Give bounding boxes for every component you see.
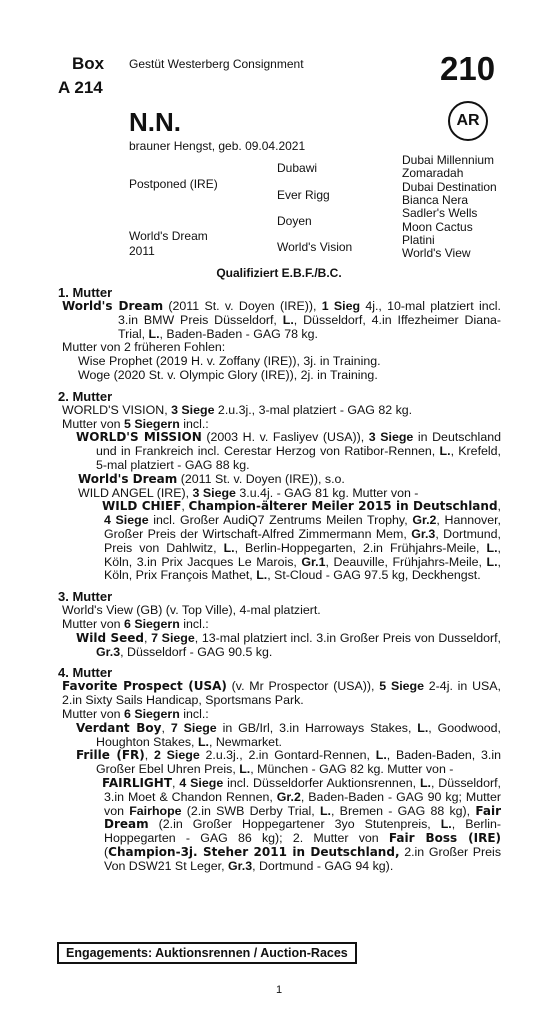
section-title-third-dam: 3. Mutter	[58, 589, 113, 605]
lot-number: 210	[440, 50, 496, 87]
pedigree-great-grandparent: Dubai Millennium	[402, 153, 495, 167]
pedigree-great-grandparent: Platini	[402, 232, 435, 247]
winner-entry: WILD ANGEL (IRE), 3 Siege 3.u.4j. - GAG 81 kg. Mutter von -	[78, 485, 419, 500]
fourth-dam-winners: Mutter von 6 Siegern incl.:	[62, 706, 209, 721]
winner-entry: FAIRLIGHT, 4 Siege incl. Düsseldorfer Auktionsrennen, L., Düsseldorf, 3.in Moet & Chandon Rennen, Gr.2, Baden-Baden - GAG 90 kg; Mutter von Fairhope (2.in SWB Derby Trial, L., Bremen - GAG 88 kg), Fair Dream (2.in Großer Hoppegartener 3yo Stutenpreis, L., Berlin-Hoppegarten - GAG 86 kg); 2. Mutter von Fair Boss (IRE) (Champion-3j. Steher 2011 in Deutschland, 2.in Großer Preis Von DSW21 St Leger, Gr.3, Dortmund - GAG 94 kg).	[102, 775, 502, 873]
engagements-box: Engagements: Auktionsrennen / Auction-Races	[57, 942, 357, 964]
winner-entry: Frille (FR), 2 Siege 2.u.3j., 2.in Gontard-Rennen, L., Baden-Baden, 3.in Großer Ebel Uhren Preis, L., München - GAG 82 kg. Mutter von -	[76, 748, 501, 777]
ar-badge-icon: AR	[448, 101, 488, 141]
pedigree-great-grandparent: World's View	[402, 246, 471, 261]
foal-entry: Wise Prophet (2019 H. v. Zoffany (IRE)), 3j. in Training.	[78, 354, 381, 369]
box-label: Box	[72, 54, 105, 73]
second-dam-paragraph: WORLD'S VISION, 3 Siege 2.u.3j., 3-mal platziert - GAG 82 kg.	[62, 402, 413, 417]
qualification-note: Qualifiziert E.B.F./B.C.	[216, 266, 342, 280]
second-dam-winners: Mutter von 5 Siegern incl.:	[62, 416, 209, 431]
first-dam-foals-intro: Mutter von 2 früheren Fohlen:	[62, 340, 226, 355]
horse-name: N.N.	[129, 107, 181, 137]
section-title-fourth-dam: 4. Mutter	[58, 665, 113, 681]
pedigree-great-grandparent: Sadler's Wells	[402, 206, 478, 221]
winner-entry: Wild Seed, 7 Siege, 13-mal platziert incl. 3.in Großer Preis von Dusseldorf, Gr.3, Düsseldorf - GAG 90.5 kg.	[76, 630, 501, 659]
winner-entry: WILD CHIEF, Champion-älterer Meiler 2015 in Deutschland, 4 Siege incl. Großer AudiQ7 Zentrums Meilen Trophy, Gr.2, Hannover, Großer Preis der Wirtschaft-Alfred Zimmermann Mem, Gr.3, Dortmund, Preis von Dahlwitz, L., Berlin-Hoppegarten, 2.in Frühjahrs-Meile, L., Köln, 3.in Prix Jacques Le Marois, Gr.1, Deauville, Frühjahrs-Meile, L., Köln, Prix François Mathet, L., St-Cloud - GAG 97.5 kg, Deckhengst.	[102, 499, 502, 583]
winner-entry: Verdant Boy, 7 Siege in GB/Irl, 3.in Harroways Stakes, L., Goodwood, Houghton Stakes, L., Newmarket.	[76, 720, 502, 749]
family-details	[58, 286, 501, 873]
third-dam-winners: Mutter von 6 Siegern incl.:	[62, 616, 209, 631]
fourth-dam-paragraph: Favorite Prospect (USA) (v. Mr Prospector (USA)), 5 Siege 2-4j. in USA, 2.in Sixty Sails Handicap, Sportsmans Park.	[62, 679, 501, 708]
third-dam-paragraph: World's View (GB) (v. Top Ville), 4-mal platziert.	[62, 603, 321, 618]
first-dam-paragraph: World's Dream (2011 St. v. Doyen (IRE)), 1 Sieg 4j., 10-mal platziert incl. 3.in BMW Preis Düsseldorf, L., Düsseldorf, 4.in Iffezheimer Diana-Trial, L., Baden-Baden - GAG 78 kg.	[62, 299, 501, 341]
foal-entry: Woge (2020 St. v. Olympic Glory (IRE)), 2j. in Training.	[78, 367, 378, 382]
pedigree-dam-year: 2011	[129, 244, 155, 258]
pedigree-dam: World's Dream	[129, 229, 208, 243]
pedigree-great-grandparent: Bianca Nera	[402, 192, 469, 207]
pedigree-grandparent: Ever Rigg	[277, 188, 330, 202]
pedigree-great-grandparent: Dubai Destination	[402, 179, 497, 194]
pedigree-sire: Postponed (IRE)	[129, 177, 218, 191]
horse-description: brauner Hengst, geb. 09.04.2021	[129, 139, 306, 153]
section-title-first-dam: 1. Mutter	[58, 285, 113, 300]
box-number: A 214	[58, 78, 103, 97]
pedigree-great-grandparent: Moon Cactus	[402, 219, 473, 234]
pedigree-grandparent: Doyen	[277, 214, 312, 228]
section-title-second-dam: 2. Mutter	[58, 388, 113, 404]
page-number: 1	[275, 984, 283, 996]
winner-entry: World's Dream (2011 St. v. Doyen (IRE)), s.o.	[78, 471, 345, 486]
winner-entry: WORLD'S MISSION (2003 H. v. Fasliyev (USA)), 3 Siege in Deutschland und in Frankreich incl. Cerestar Herzog von Ratibor-Rennen, L., Krefeld, 5-mal platziert - GAG 88 kg.	[76, 430, 501, 472]
pedigree-great-grandparent: Zomaradah	[402, 166, 464, 181]
pedigree-grandparent: World's Vision	[277, 240, 353, 254]
consignor: Gestüt Westerberg Consignment	[129, 57, 304, 71]
pedigree-grandparent: Dubawi	[277, 161, 318, 175]
